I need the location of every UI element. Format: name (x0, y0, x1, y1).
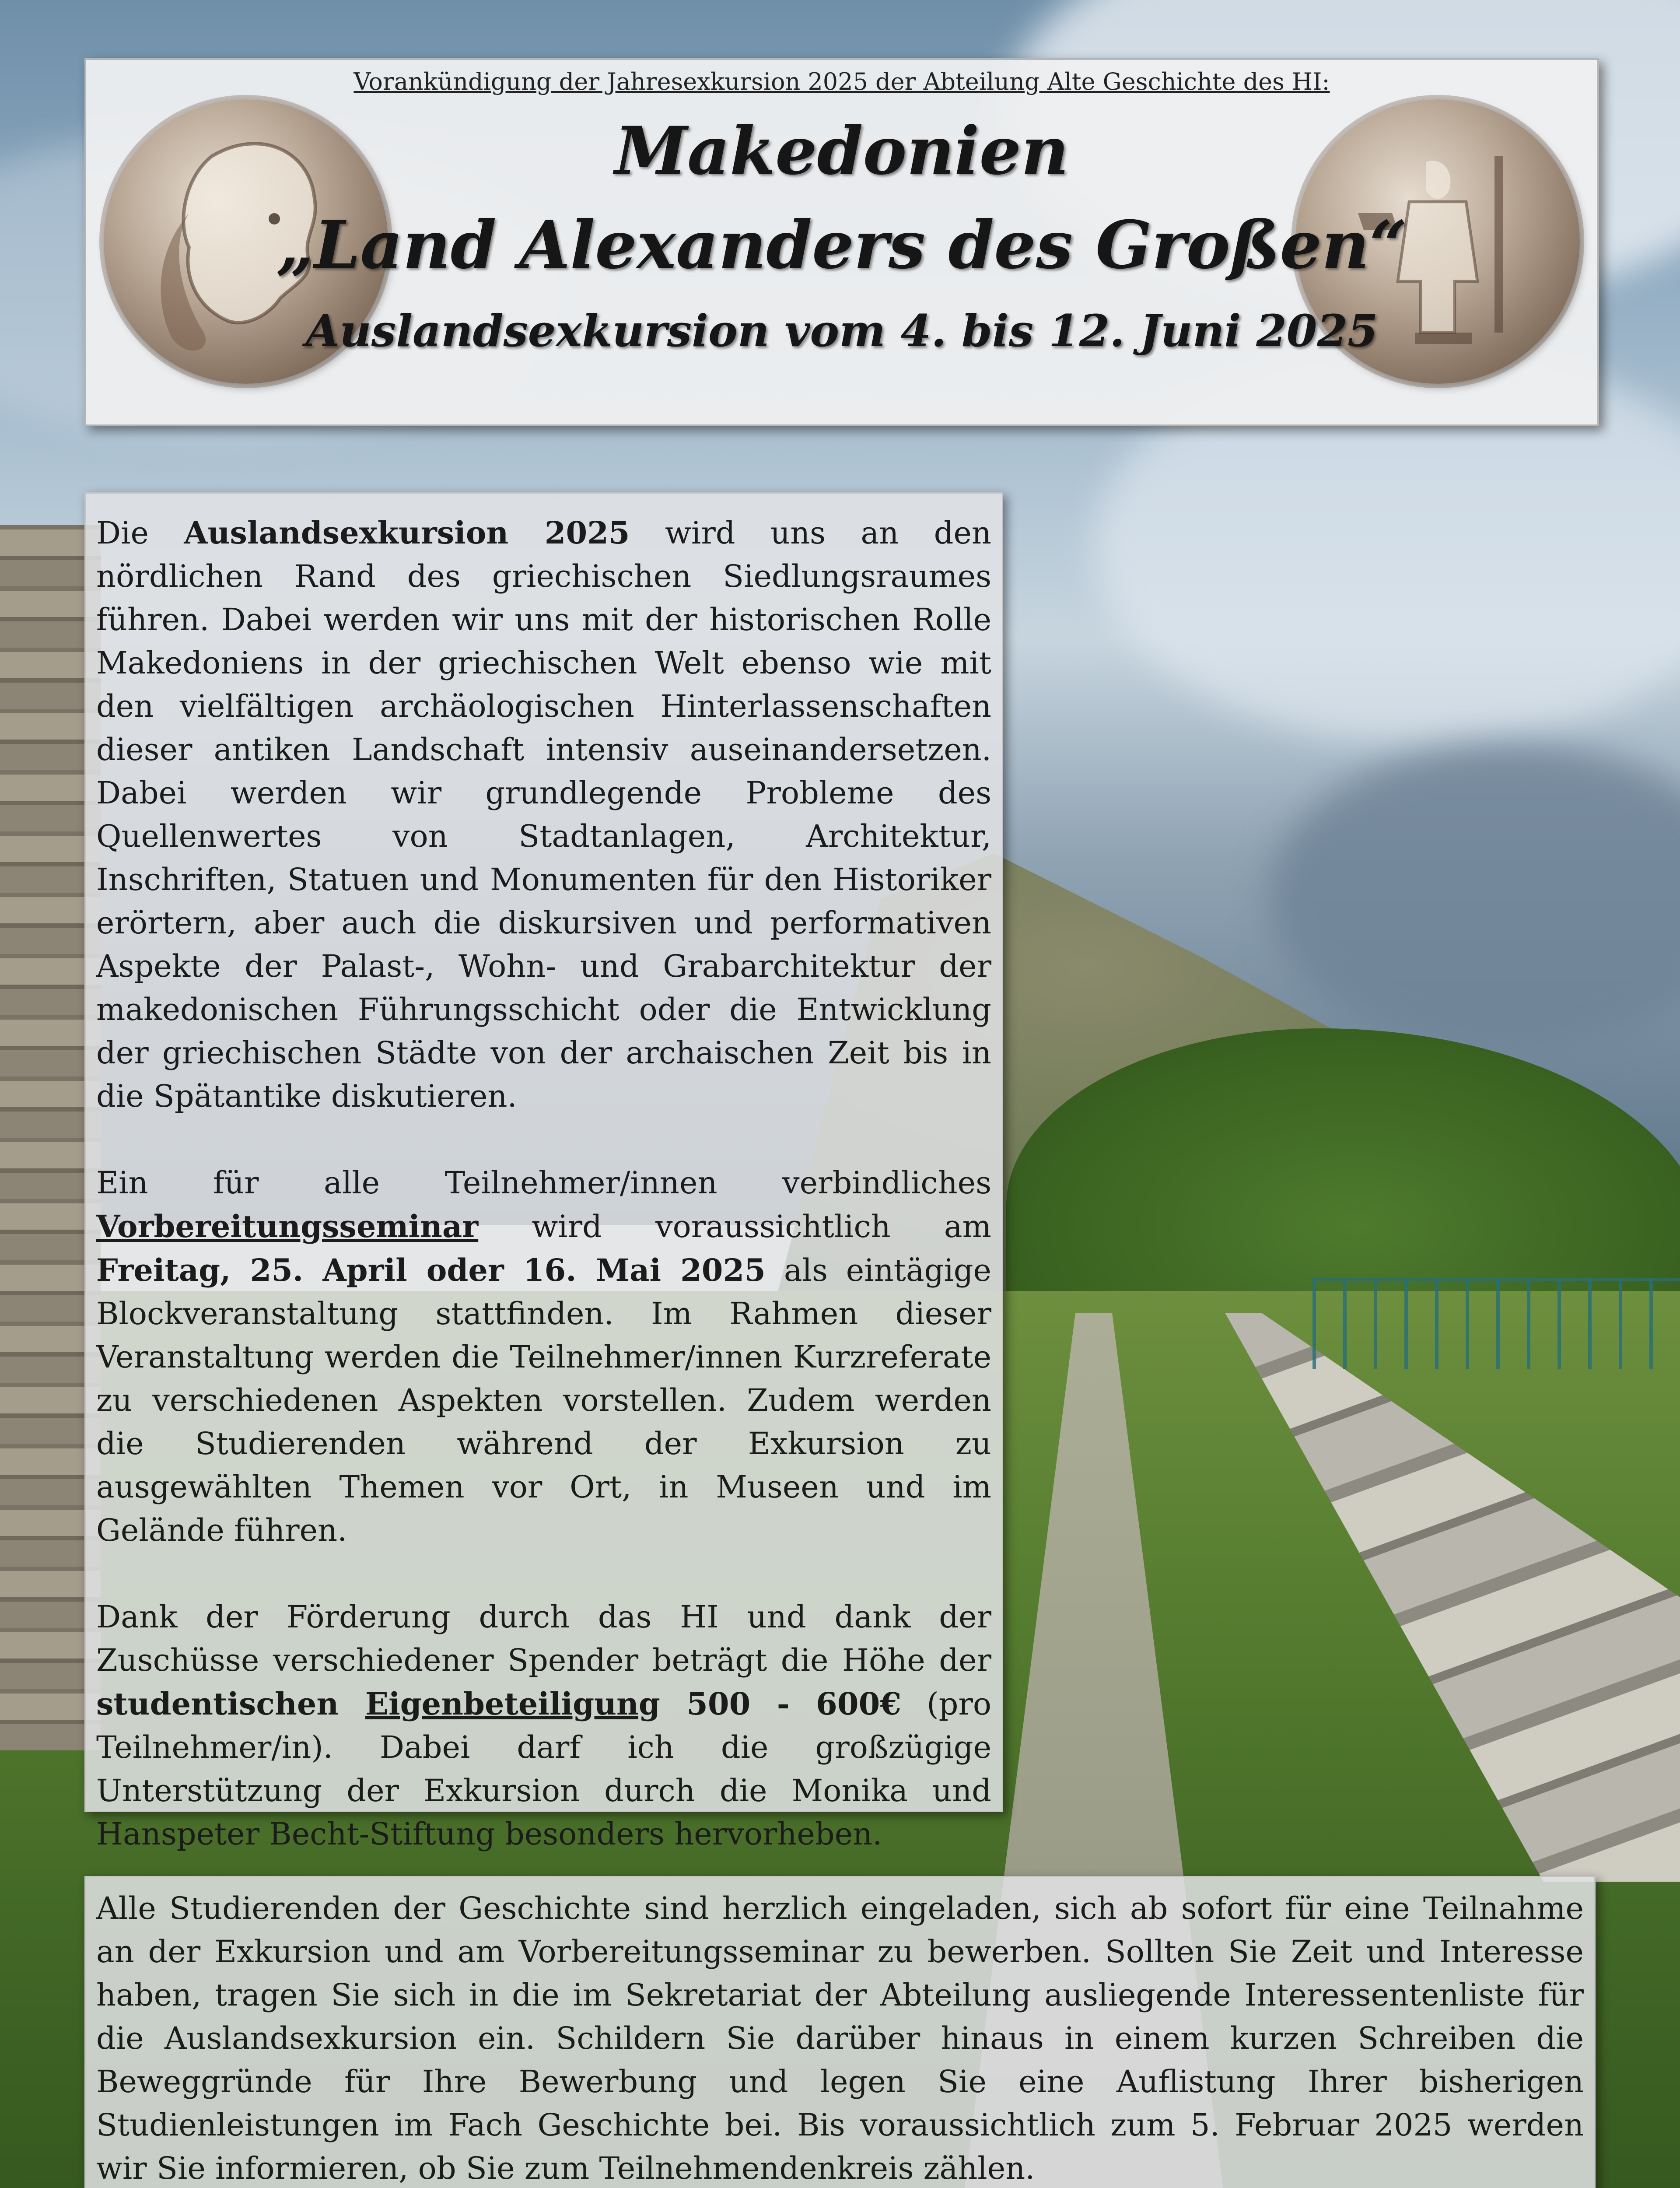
text: wird uns an den nördlichen Rand des griechischen Siedlungsraumes führen. Dabei werden wir uns mit der historischen Rolle Makedoniens in der griechischen Welt ebenso wie mit den vielfältigen archäologischen Hinterlassenschaften dieser antiken Landschaft intensiv auseinandersetzen. Dabei werden wir grundlegende Probleme des Quellenwertes von Stadtanlagen, Architektur, Inschriften, Statuen und Monumenten für den Historiker erörtern, aber auch die diskursiven und performativen Aspekte der Palast-, Wohn- und Grabarchitektur der makedonischen Führungsschicht oder die Entwicklung der griechischen Städte von der archaischen Zeit bis in die Spätantike diskutieren. (96, 515, 992, 1114)
header-panel (84, 58, 1599, 426)
page-subtitle: „Land Alexanders des Großen“ (276, 207, 1407, 284)
excursion-dates: Auslandsexkursion vom 4. bis 12. Juni 2025 (305, 305, 1378, 357)
info-panel (84, 492, 1003, 1852)
text-bold: Auslandsexkursion 2025 (184, 515, 630, 551)
page-title: Makedonien (614, 112, 1069, 189)
text: wird voraussichtlich am (478, 1209, 991, 1245)
funding-paragraph (96, 1595, 991, 1856)
application-panel (84, 1876, 1596, 2188)
text-bold-underlined: Eigenbeteiligung (365, 1686, 660, 1722)
text: Dank der Förderung durch das HI und dank der Zuschüsse verschiedener Spender beträgt die Höhe der (96, 1599, 991, 1678)
application-paragraph: Alle Studierenden der Geschichte sind herzlich eingeladen, sich ab sofort für eine Teilnahme an der Exkursion und am Vorbereitungsseminar zu bewerben. Sollten Sie Zeit und Interesse haben, tragen Sie sich in die im Sekretariat der Abteilung ausliegende Interessentenliste für die Auslandsexkursion ein. Schildern Sie darüber hinaus in einem kurzen Schreiben die Beweggründe für Ihre Bewerbung und legen Sie eine Auflistung Ihrer bisherigen Studienleistungen im Fach Geschichte bei. Bis voraussichtlich zum 5. Februar 2025 werden wir Sie informieren, ob Sie zum Teilnehmendenkreis zählen. (96, 1890, 1584, 2186)
seminar-paragraph (96, 1161, 991, 1552)
text-bold: studentischen (96, 1686, 365, 1722)
text-bold: Freitag, 25. April oder 16. Mai 2025 (96, 1252, 766, 1288)
intro-paragraph (96, 511, 991, 1118)
text: Die (96, 515, 184, 551)
text: (pro Teilnehmer/in). Dabei darf ich die großzügige Unterstützung der Exkursion durch die Monika und Hanspeter Becht-Stiftung besonders hervorheben. (96, 1686, 991, 1852)
announcement: Vorankündigung der Jahresexkursion 2025 der Abteilung Alte Geschichte des HI: (354, 68, 1330, 95)
text-bold: 500 - 600€ (660, 1686, 901, 1722)
fence (1312, 1278, 1680, 1369)
text-bold-underlined: Vorbereitungsseminar (96, 1208, 479, 1245)
text: als eintägige Blockveranstaltung stattfinden. Im Rahmen dieser Veranstaltung werden die Teilnehmer/innen Kurzreferate zu verschiedenen Aspekten vorstellen. Zudem werden die Studierenden während der Exkursion zu ausgewählten Themen vor Ort, in Museen und im Gelände führen. (96, 1252, 991, 1548)
text: Ein für alle Teilnehmer/innen verbindliches (96, 1165, 991, 1201)
